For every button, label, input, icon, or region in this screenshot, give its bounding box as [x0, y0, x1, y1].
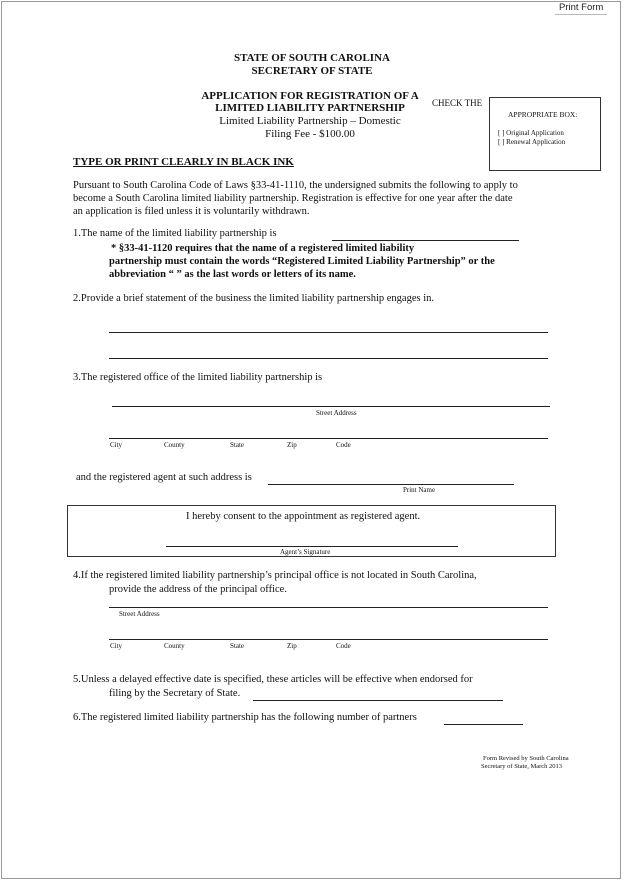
registered-office-street-field[interactable]	[112, 406, 550, 407]
effective-date-field[interactable]	[253, 700, 503, 701]
principal-state-caption: State	[230, 642, 244, 650]
checkbox-panel-heading: APPROPRIATE BOX:	[508, 110, 578, 119]
title-line1: APPLICATION FOR REGISTRATION OF A	[201, 90, 419, 102]
registered-agent-name-field[interactable]	[268, 484, 514, 485]
filing-fee: Filing Fee - $100.00	[265, 128, 355, 140]
item3-label: 3.The registered office of the limited liability partnership is	[73, 372, 323, 383]
principal-city-caption: City	[110, 642, 123, 650]
state-heading: STATE OF SOUTH CAROLINA	[234, 52, 390, 64]
registered-agent-label: and the registered agent at such address is	[76, 472, 252, 483]
business-statement-line1[interactable]	[109, 332, 548, 333]
code-caption: Code	[336, 441, 351, 449]
footer-line1: Form Revised by South Carolina	[483, 755, 569, 762]
partnership-name-field[interactable]	[332, 240, 519, 241]
number-of-partners-field[interactable]	[444, 724, 523, 725]
item2-label: 2.Provide a brief statement of the business the limited liability partnership engages in.	[73, 293, 434, 304]
subtitle: Limited Liability Partnership – Domestic	[219, 115, 401, 127]
footer-line2: Secretary of State, March 2013	[481, 763, 563, 770]
agent-consent-box	[67, 505, 556, 557]
principal-code-caption: Code	[336, 642, 351, 650]
check-the-label: CHECK THE	[432, 98, 483, 108]
principal-office-city-line[interactable]	[109, 639, 548, 640]
intro-line1: Pursuant to South Carolina Code of Laws §33-41-1110, the undersigned submits the following to apply to	[73, 180, 518, 191]
business-statement-line2[interactable]	[109, 358, 548, 359]
item1-note-line1: * §33-41-1120 requires that the name of a registered limited liability	[111, 243, 415, 254]
county-caption: County	[164, 441, 185, 449]
office-heading: SECRETARY OF STATE	[251, 65, 373, 77]
print-form-button[interactable]: Print Form	[555, 2, 607, 15]
principal-street-caption: Street Address	[119, 610, 160, 618]
intro-line2: become a South Carolina limited liability partnership. Registration is effective for one year after the date	[73, 193, 513, 204]
item1-note-line2: partnership must contain the words “Registered Limited Liability Partnership” or the	[109, 256, 495, 267]
item6-label: 6.The registered limited liability partnership has the following number of partners	[73, 712, 417, 723]
renewal-application-checkbox[interactable]: [ ] Renewal Application	[498, 138, 566, 146]
print-name-caption: Print Name	[403, 486, 436, 494]
agent-signature-field[interactable]	[166, 546, 458, 547]
city-caption: City	[110, 441, 123, 449]
item1-note-line3: abbreviation “ ” as the last words or letters of its name.	[109, 269, 356, 280]
state-caption: State	[230, 441, 244, 449]
agent-signature-caption: Agent’s Signature	[280, 548, 331, 556]
title-line2: LIMITED LIABILITY PARTNERSHIP	[215, 102, 405, 114]
item4-line1: 4.If the registered limited liability partnership’s principal office is not located in South Carolina,	[73, 570, 477, 581]
original-application-checkbox[interactable]: [ ] Original Application	[498, 129, 564, 137]
item5-line2: filing by the Secretary of State.	[109, 688, 241, 699]
zip-caption: Zip	[287, 441, 297, 449]
checkbox-panel	[489, 97, 601, 171]
item5-line1: 5.Unless a delayed effective date is specified, these articles will be effective when endorsed for	[73, 674, 473, 685]
street-address-caption: Street Address	[316, 409, 357, 417]
principal-office-street-field[interactable]	[109, 607, 548, 608]
principal-zip-caption: Zip	[287, 642, 297, 650]
item1-label: 1.The name of the limited liability partnership is	[73, 228, 277, 239]
registered-office-city-line[interactable]	[109, 438, 548, 439]
instructions: TYPE OR PRINT CLEARLY IN BLACK INK	[73, 156, 294, 168]
principal-county-caption: County	[164, 642, 185, 650]
consent-text: I hereby consent to the appointment as registered agent.	[186, 511, 421, 522]
intro-line3: an application is filed unless it is voluntarily withdrawn.	[73, 206, 310, 217]
item4-line2: provide the address of the principal office.	[109, 584, 287, 595]
